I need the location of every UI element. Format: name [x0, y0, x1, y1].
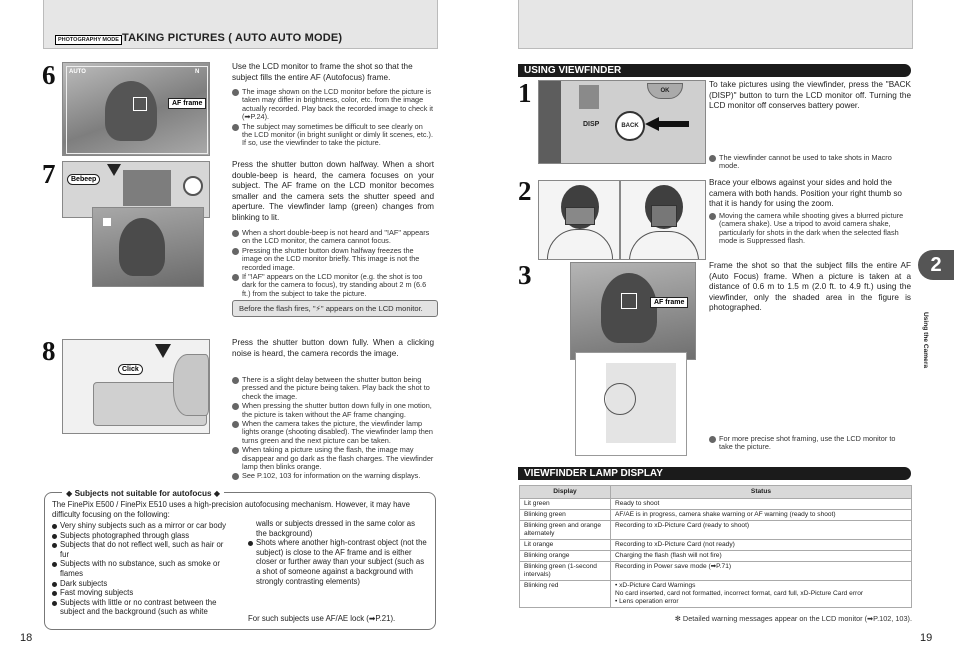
table-row: Blinking red • xD-Picture Card Warnings No card inserted, card not formatted, incorrect format, card full, xD-Picture Card error • Lens operation error [520, 581, 912, 608]
af-frame-callout: AF frame [168, 98, 206, 109]
table-row: Blinking green AF/AE is in progress, camera shake warning or AF warning (ready to shoot) [520, 510, 912, 521]
bebeep-callout: Bebeep [67, 174, 100, 185]
note-icon [232, 124, 239, 131]
step-number: 7 [42, 159, 56, 189]
flash-indicator-icon [103, 218, 111, 226]
af-circle-icon [604, 383, 636, 415]
table-header: Display [520, 486, 611, 499]
chapter-side-label: Using the Camera [922, 312, 929, 369]
note-icon [232, 377, 239, 384]
page-number: 19 [920, 632, 933, 644]
step7-notes: When a short double-beep is not heard and "!AF" appears on the LCD monitor, the camera cannot focus. Pressing the shutter button down halfway freezes the image on the LCD monitor briefly. This image is not the recorded image. If "!AF" appears on the LCD monitor (e.g. the shot is too dark for the camera to focus), try standing about 2 m (6.6 ft.) from the subject to take the picture. [232, 229, 434, 299]
hold-camera-back-image [620, 180, 706, 260]
table-row: Lit orange Recording to xD-Picture Card (not ready) [520, 540, 912, 551]
lcd-mode-readout: AUTO [69, 69, 86, 75]
table-row: Blinking green and orange alternately Recording to xD-Picture Card (ready to shoot) [520, 521, 912, 540]
note-icon [232, 248, 239, 255]
mode-tag: PHOTOGRAPHY MODE [55, 35, 122, 45]
r-step1-note: The viewfinder cannot be used to take shots in Macro mode. [709, 154, 911, 172]
autofocus-col2: walls or subjects dressed in the same color as the background) Shots where another high-contrast object (not the subject) is close to the AF frame and is either closer or further away than your subject (such as a shot of someone against a background with strongly contrasting elements) [248, 519, 428, 586]
list-item: Subjects photographed through glass [52, 531, 234, 541]
lamp-table [519, 485, 912, 608]
section-bar-viewfinder: USING VIEWFINDER [518, 64, 911, 77]
hold-camera-front-image [538, 180, 620, 260]
back-button-image [538, 80, 706, 164]
step-number: 8 [42, 336, 56, 366]
table-footnote: ✻ Detailed warning messages appear on the LCD monitor (➡P.102, 103). [674, 614, 912, 623]
list-item: Subjects with little or no contrast between the subject and the background (such as white [52, 598, 234, 617]
autofocus-intro: The FinePix E500 / FinePix E510 uses a high-precision autofocusing mechanism. However, it may have difficulty focusing on the following: [52, 500, 410, 519]
step6-notes: The image shown on the LCD monitor before the picture is taken may differ in brightness, color, etc. from the image actually recorded. Play back the recorded image to check it (➡P.24). The subject may sometimes be difficult to see clearly on the LCD monitor (in bright sunlight or dimly lit scenes, etc.). If so, use the viewfinder to take the picture. [232, 88, 434, 149]
back-button-icon: BACK [615, 111, 645, 141]
af-frame-icon [133, 97, 147, 111]
list-item: Fast moving subjects [52, 588, 234, 598]
viewfinder-lamp-icon [183, 176, 203, 196]
table-row: Blinking orange Charging the flash (flash will not fire) [520, 551, 912, 562]
af-frame-callout: AF frame [650, 297, 688, 308]
af-frame-icon [621, 293, 637, 309]
note-icon [232, 89, 239, 96]
shutter-arrow-icon [107, 164, 121, 176]
step-number: 2 [518, 176, 532, 206]
disp-label: DISP [583, 121, 600, 128]
table-header: Status [611, 486, 912, 499]
table-row: Blinking green (1-second intervals) Recording in Power save mode (➡P.71) [520, 562, 912, 581]
note-icon [232, 274, 239, 281]
note-icon [709, 213, 716, 220]
list-item: Subjects that do not reflect well, such as hair or fur [52, 540, 234, 559]
step8-text: Press the shutter button down fully. When a clicking noise is heard, the camera records the image. [232, 338, 434, 358]
step-number: 1 [518, 78, 532, 108]
note-icon [709, 155, 716, 162]
arrow-left-icon [645, 117, 659, 131]
section-bar-lamp: VIEWFINDER LAMP DISPLAY [518, 467, 911, 480]
list-item: Shots where another high-contrast object (not the subject) is close to the AF frame and is either closer or further away than your subject (such as a shot of someone against a background with strongly contrasting elements) [248, 538, 428, 586]
table-row: Lit green Ready to shoot [520, 499, 912, 510]
header-band-right [518, 0, 913, 49]
r-step3-note: For more precise shot framing, use the LCD monitor to take the picture. [709, 435, 911, 453]
step8-camera-image [62, 339, 210, 434]
note-icon [232, 421, 239, 428]
r-step3-text: Frame the shot so that the subject fills the entire AF (Auto Focus) frame. When a picture is taken at a distance of 0.6 m to 1.5 m (2.0 ft. to 4.9 ft.) using the viewfinder, only the shaded area in the figure is photographed. [709, 261, 911, 313]
r-step2-text: Brace your elbows against your sides and hold the camera with both hands. Position your right thumb so that it is handy for using the zoom. [709, 178, 902, 209]
step-number: 6 [42, 60, 56, 90]
viewfinder-frame-image [570, 262, 696, 360]
list-item: Dark subjects [52, 579, 234, 589]
shutter-arrow-icon [155, 344, 171, 358]
step8-notes: There is a slight delay between the shutter button being pressed and the picture being taken. Play back the shot to check the image. When pressing the shutter button down fully in one motion, the picture is taken without the AF frame changing. When the camera takes the picture, the viewfinder lamp lights orange (shooting disabled). The viewfinder lamp then turns green and the next picture can be taken. When taking a picture using the flash, the image may disappear and go dark as the flash charges. The viewfinder lamp then blinks orange. See P.102, 103 for information on the warning displays. [232, 376, 434, 482]
note-icon [709, 436, 716, 443]
step6-lcd-image [62, 62, 210, 156]
page-number: 18 [20, 632, 33, 644]
subject-figure [105, 81, 157, 141]
lcd-quality-readout: N [195, 69, 200, 75]
note-icon [232, 230, 239, 237]
autofocus-heading: ◆ Subjects not suitable for autofocus ◆ [62, 488, 224, 498]
ok-button-icon: OK [647, 83, 683, 99]
autofocus-footer: For such subjects use AF/AE lock (➡P.21). [248, 614, 396, 623]
list-item: Subjects with no substance, such as smoke or flames [52, 559, 234, 578]
note-icon [232, 447, 239, 454]
step-number: 3 [518, 260, 532, 290]
step6-text: Use the LCD monitor to frame the shot so that the subject fills the entire AF (Autofocus) frame. [232, 62, 413, 82]
r-step2-note: Moving the camera while shooting gives a blurred picture (camera shake). Use a tripod to avoid camera shake, particularly for shots in the dark when the selected flash mode is Suppressed flash. [709, 212, 911, 247]
page-title: TAKING PICTURES ( AUTO AUTO MODE) [122, 32, 343, 44]
list-item: Very shiny subjects such as a mirror or car body [52, 521, 234, 531]
note-icon [232, 473, 239, 480]
shaded-area-figure [575, 352, 687, 456]
step7-lcd-image [92, 207, 204, 287]
step7-text: Press the shutter button down halfway. When a short double-beep is heard, the camera focuses on your subject. The AF frame on the LCD monitor becomes smaller and the camera sets the shutter speed and aperture. The viewfinder lamp (green) changes from blinking to lit. [232, 160, 434, 222]
r-step1-text: To take pictures using the viewfinder, press the "BACK (DISP)" button to turn the LCD monitor off. Turning the LCD monitor off conserves battery power. [709, 80, 911, 111]
chapter-tab: 2 [918, 250, 954, 280]
autofocus-col1 [52, 521, 234, 617]
click-callout: Click [118, 364, 143, 375]
flash-info-box: Before the flash fires, "⚡" appears on the LCD monitor. [232, 300, 438, 317]
note-icon [232, 403, 239, 410]
